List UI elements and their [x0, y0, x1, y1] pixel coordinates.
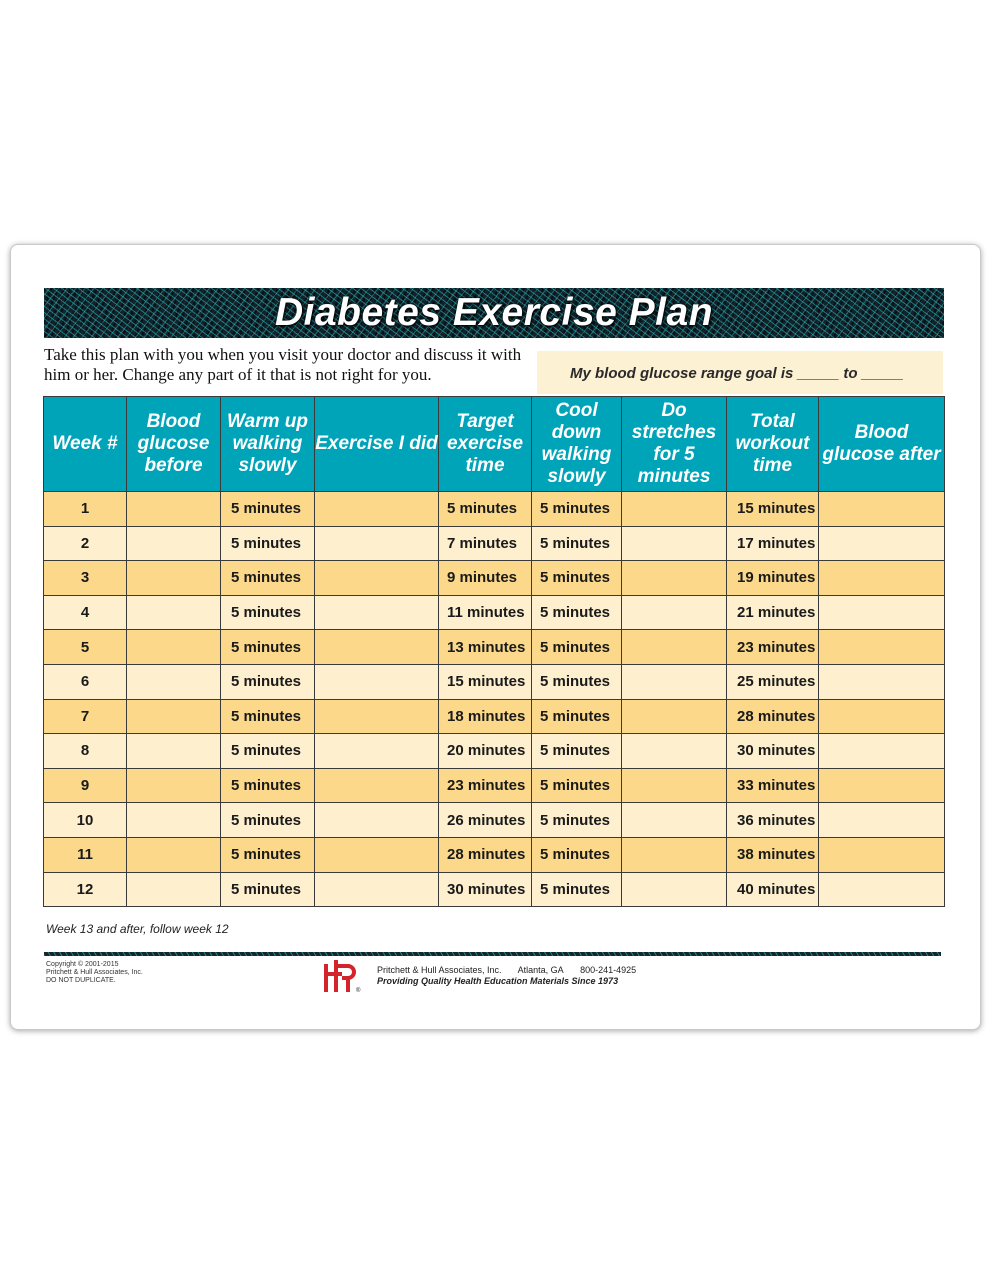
copyright-line: DO NOT DUPLICATE. — [46, 977, 116, 984]
cool-down-cell: 5 minutes — [532, 734, 622, 769]
glucose-after-cell[interactable] — [819, 699, 945, 734]
glucose-before-cell[interactable] — [127, 630, 221, 665]
stretches-cell[interactable] — [622, 630, 727, 665]
week-cell: 9 — [44, 768, 127, 803]
copyright-line: Pritchett & Hull Associates, Inc. — [46, 969, 143, 976]
glucose-before-cell[interactable] — [127, 526, 221, 561]
cool-down-cell: 5 minutes — [532, 561, 622, 596]
cool-down-cell: 5 minutes — [532, 492, 622, 527]
target-time-cell: 15 minutes — [439, 664, 532, 699]
table-row — [44, 803, 945, 838]
table-header-row — [44, 397, 945, 492]
table-row — [44, 492, 945, 527]
week-cell: 12 — [44, 872, 127, 907]
exercise-did-cell[interactable] — [315, 803, 439, 838]
cool-down-cell: 5 minutes — [532, 526, 622, 561]
header-total-time: Total workout time — [727, 397, 819, 492]
cool-down-cell: 5 minutes — [532, 699, 622, 734]
exercise-plan-table — [43, 396, 945, 907]
glucose-after-cell[interactable] — [819, 734, 945, 769]
total-time-cell: 40 minutes — [727, 872, 819, 907]
week-cell: 10 — [44, 803, 127, 838]
header-glucose-before: Blood glucose before — [127, 397, 221, 492]
stretches-cell[interactable] — [622, 492, 727, 527]
exercise-did-cell[interactable] — [315, 595, 439, 630]
exercise-did-cell[interactable] — [315, 768, 439, 803]
glucose-after-cell[interactable] — [819, 561, 945, 596]
exercise-did-cell[interactable] — [315, 837, 439, 872]
glucose-before-cell[interactable] — [127, 664, 221, 699]
week-cell: 5 — [44, 630, 127, 665]
target-time-cell: 23 minutes — [439, 768, 532, 803]
header-cool-down: Cool down walking slowly — [532, 397, 622, 492]
glucose-after-cell[interactable] — [819, 803, 945, 838]
glucose-before-cell[interactable] — [127, 595, 221, 630]
week-cell: 3 — [44, 561, 127, 596]
table-row — [44, 734, 945, 769]
stretches-cell[interactable] — [622, 768, 727, 803]
warm-up-cell: 5 minutes — [221, 526, 315, 561]
stretches-cell[interactable] — [622, 734, 727, 769]
glucose-after-cell[interactable] — [819, 837, 945, 872]
publisher-location: Atlanta, GA — [517, 965, 564, 975]
total-time-cell: 38 minutes — [727, 837, 819, 872]
cool-down-cell: 5 minutes — [532, 664, 622, 699]
glucose-after-cell[interactable] — [819, 872, 945, 907]
warm-up-cell: 5 minutes — [221, 492, 315, 527]
table-row — [44, 872, 945, 907]
glucose-after-cell[interactable] — [819, 595, 945, 630]
target-time-cell: 26 minutes — [439, 803, 532, 838]
glucose-before-cell[interactable] — [127, 803, 221, 838]
copyright-block — [46, 961, 143, 985]
week-cell: 11 — [44, 837, 127, 872]
header-week: Week # — [44, 397, 127, 492]
table-row — [44, 768, 945, 803]
header-stretches: Do stretches for 5 minutes — [622, 397, 727, 492]
title-banner — [44, 288, 944, 338]
stretches-cell[interactable] — [622, 526, 727, 561]
week-cell: 4 — [44, 595, 127, 630]
table-row — [44, 526, 945, 561]
total-time-cell: 28 minutes — [727, 699, 819, 734]
page-title: Diabetes Exercise Plan — [274, 291, 714, 334]
cool-down-cell: 5 minutes — [532, 595, 622, 630]
total-time-cell: 25 minutes — [727, 664, 819, 699]
table-row — [44, 561, 945, 596]
glucose-before-cell[interactable] — [127, 768, 221, 803]
publisher-name: Pritchett & Hull Associates, Inc. — [377, 965, 502, 975]
target-time-cell: 13 minutes — [439, 630, 532, 665]
cool-down-cell: 5 minutes — [532, 768, 622, 803]
table-row — [44, 664, 945, 699]
cool-down-cell: 5 minutes — [532, 872, 622, 907]
glucose-before-cell[interactable] — [127, 734, 221, 769]
glucose-before-cell[interactable] — [127, 837, 221, 872]
warm-up-cell: 5 minutes — [221, 699, 315, 734]
table-row — [44, 595, 945, 630]
exercise-did-cell[interactable] — [315, 664, 439, 699]
warm-up-cell: 5 minutes — [221, 803, 315, 838]
warm-up-cell: 5 minutes — [221, 595, 315, 630]
glucose-goal-text: My blood glucose range goal is _____ to _____ — [570, 365, 904, 382]
glucose-after-cell[interactable] — [819, 768, 945, 803]
target-time-cell: 5 minutes — [439, 492, 532, 527]
publisher-phone: 800-241-4925 — [580, 965, 637, 975]
total-time-cell: 17 minutes — [727, 526, 819, 561]
target-time-cell: 9 minutes — [439, 561, 532, 596]
cool-down-cell: 5 minutes — [532, 630, 622, 665]
week-cell: 7 — [44, 699, 127, 734]
copyright-line: Copyright © 2001-2015 — [46, 961, 119, 968]
continuation-note: Week 13 and after, follow week 12 — [46, 922, 229, 936]
glucose-after-cell[interactable] — [819, 664, 945, 699]
week-cell: 1 — [44, 492, 127, 527]
stretches-cell[interactable] — [622, 664, 727, 699]
total-time-cell: 36 minutes — [727, 803, 819, 838]
publisher-info — [377, 965, 650, 987]
glucose-before-cell[interactable] — [127, 561, 221, 596]
table-row — [44, 699, 945, 734]
stretches-cell[interactable] — [622, 561, 727, 596]
target-time-cell: 7 minutes — [439, 526, 532, 561]
total-time-cell: 21 minutes — [727, 595, 819, 630]
exercise-did-cell[interactable] — [315, 526, 439, 561]
stretches-cell[interactable] — [622, 699, 727, 734]
table-row — [44, 837, 945, 872]
header-target-time: Target exercise time — [439, 397, 532, 492]
ph-logo-icon — [322, 958, 364, 994]
total-time-cell: 33 minutes — [727, 768, 819, 803]
warm-up-cell: 5 minutes — [221, 768, 315, 803]
target-time-cell: 11 minutes — [439, 595, 532, 630]
glucose-after-cell[interactable] — [819, 630, 945, 665]
target-time-cell: 28 minutes — [439, 837, 532, 872]
total-time-cell: 19 minutes — [727, 561, 819, 596]
target-time-cell: 20 minutes — [439, 734, 532, 769]
stretches-cell[interactable] — [622, 837, 727, 872]
stretches-cell[interactable] — [622, 595, 727, 630]
exercise-did-cell[interactable] — [315, 872, 439, 907]
warm-up-cell: 5 minutes — [221, 630, 315, 665]
glucose-before-cell[interactable] — [127, 872, 221, 907]
glucose-before-cell[interactable] — [127, 699, 221, 734]
header-warm-up: Warm up walking slowly — [221, 397, 315, 492]
exercise-did-cell[interactable] — [315, 699, 439, 734]
exercise-did-cell[interactable] — [315, 561, 439, 596]
target-time-cell: 18 minutes — [439, 699, 532, 734]
week-cell: 2 — [44, 526, 127, 561]
warm-up-cell: 5 minutes — [221, 734, 315, 769]
warm-up-cell: 5 minutes — [221, 561, 315, 596]
stretches-cell[interactable] — [622, 803, 727, 838]
header-exercise-did: Exercise I did — [315, 397, 439, 492]
total-time-cell: 23 minutes — [727, 630, 819, 665]
total-time-cell: 15 minutes — [727, 492, 819, 527]
week-cell: 6 — [44, 664, 127, 699]
warm-up-cell: 5 minutes — [221, 664, 315, 699]
glucose-after-cell[interactable] — [819, 492, 945, 527]
table-row — [44, 630, 945, 665]
publisher-tagline: Providing Quality Health Education Materials Since 1973 — [377, 976, 619, 986]
stretches-cell[interactable] — [622, 872, 727, 907]
total-time-cell: 30 minutes — [727, 734, 819, 769]
cool-down-cell: 5 minutes — [532, 837, 622, 872]
header-glucose-after: Blood glucose after — [819, 397, 945, 492]
glucose-after-cell[interactable] — [819, 526, 945, 561]
glucose-before-cell[interactable] — [127, 492, 221, 527]
svg-text:®: ® — [356, 988, 361, 994]
footer-divider — [44, 952, 941, 956]
target-time-cell: 30 minutes — [439, 872, 532, 907]
cool-down-cell: 5 minutes — [532, 803, 622, 838]
warm-up-cell: 5 minutes — [221, 872, 315, 907]
week-cell: 8 — [44, 734, 127, 769]
intro-text: Take this plan with you when you visit your doctor and discuss it with him or her. Change any part of it that is not right for you. — [44, 345, 522, 384]
exercise-did-cell[interactable] — [315, 492, 439, 527]
exercise-did-cell[interactable] — [315, 734, 439, 769]
glucose-goal-box — [537, 351, 943, 394]
exercise-did-cell[interactable] — [315, 630, 439, 665]
warm-up-cell: 5 minutes — [221, 837, 315, 872]
